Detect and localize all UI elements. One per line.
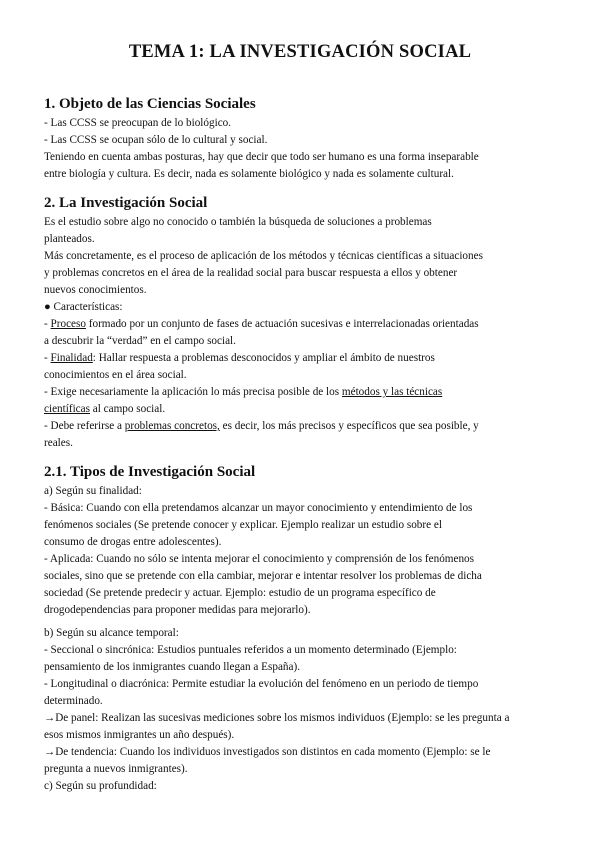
- section-1: [44, 94, 556, 183]
- paragraph-line: entre biología y cultura. Es decir, nada es solamente biológico y nada es solamente cultural.: [44, 168, 454, 180]
- text-run: -: [44, 352, 51, 364]
- underlined-term: científicas: [44, 403, 90, 415]
- paragraph-line: Más concretamente, es el proceso de aplicación de los métodos y técnicas científicas a situaciones: [44, 250, 483, 262]
- text-run: : Hallar respuesta a problemas desconocidos y ampliar el ámbito de nuestros: [92, 352, 435, 364]
- underlined-term: problemas concretos,: [124, 420, 220, 432]
- paragraph-line: y problemas concretos en el área de la realidad social para buscar respuesta a ellos y obtener: [44, 267, 458, 279]
- paragraph-line: consumo de drogas entre adolescentes).: [44, 536, 222, 548]
- paragraph-line: pregunta a nuevos inmigrantes).: [44, 763, 188, 775]
- text-run: al campo social.: [89, 403, 166, 415]
- paragraph-line: determinado.: [44, 695, 103, 707]
- paragraph-line: nuevos conocimientos.: [44, 284, 147, 296]
- paragraph-line: a descubrir la “verdad” en el campo social.: [44, 335, 236, 347]
- characteristic-item: [44, 418, 556, 435]
- paragraph-line: →De tendencia: Cuando los individuos investigados son distintos en cada momento (Ejemplo: se le: [44, 746, 491, 758]
- paragraph-line: →De panel: Realizan las sucesivas mediciones sobre los mismos individuos (Ejemplo: se les pregunta a: [44, 712, 510, 724]
- paragraph-line: sociedad (Se pretende predecir y actuar. Ejemplo: estudio de un programa específico de: [44, 587, 436, 599]
- paragraph-line: pensamiento de los inmigrantes cuando llegan a España).: [44, 661, 300, 673]
- section-2-heading: 2. La Investigación Social: [44, 195, 208, 211]
- paragraph-line: - Longitudinal o diacrónica: Permite estudiar la evolución del fenómeno en un periodo de tiempo: [44, 678, 479, 690]
- underlined-term: Finalidad: [50, 352, 93, 364]
- paragraph-line: planteados.: [44, 233, 95, 245]
- paragraph-line: - Las CCSS se preocupan de lo biológico.: [44, 117, 232, 129]
- paragraph-line: [44, 401, 556, 418]
- subsection-label: a) Según su finalidad:: [44, 485, 142, 497]
- document-title: TEMA 1: LA INVESTIGACIÓN SOCIAL: [128, 42, 472, 62]
- text-run: -: [44, 318, 51, 330]
- paragraph-line: Teniendo en cuenta ambas posturas, hay que decir que todo ser humano es una forma inseparable: [44, 151, 479, 163]
- text-run: - Exige necesariamente la aplicación lo más precisa posible de los: [44, 386, 342, 398]
- text-run: es decir, los más precisos y específicos que sea posible, y: [219, 420, 479, 432]
- paragraph-line: - Aplicada: Cuando no sólo se intenta mejorar el conocimiento y comprensión de los fenómenos: [44, 553, 474, 565]
- paragraph-line: conocimientos en el área social.: [44, 369, 187, 381]
- paragraph-line: - Las CCSS se ocupan sólo de lo cultural y social.: [44, 134, 268, 146]
- section-2: [44, 193, 556, 452]
- paragraph-line: - Básica: Cuando con ella pretendamos alcanzar un mayor conocimiento y entendimiento de los: [44, 502, 473, 514]
- paragraph-line: esos mismos inmigrantes un año después).: [44, 729, 235, 741]
- subsection-label: b) Según su alcance temporal:: [44, 627, 179, 639]
- characteristic-item: [44, 350, 556, 367]
- paragraph-line: fenómenos sociales (Se pretende conocer y explicar. Ejemplo realizar un estudio sobre el: [44, 519, 442, 531]
- section-1-heading: 1. Objeto de las Ciencias Sociales: [44, 96, 256, 112]
- underlined-term: métodos y las técnicas: [341, 386, 443, 398]
- underlined-term: Proceso: [50, 318, 86, 330]
- subsection-label: c) Según su profundidad:: [44, 780, 157, 792]
- characteristic-item: [44, 384, 556, 401]
- text-run: formado por un conjunto de fases de actuación sucesivas e interrelacionadas orientadas: [85, 318, 479, 330]
- characteristics-label: ● Características:: [44, 301, 123, 313]
- paragraph-line: Es el estudio sobre algo no conocido o también la búsqueda de soluciones a problemas: [44, 216, 432, 228]
- paragraph-line: reales.: [44, 437, 73, 449]
- characteristic-item: [44, 316, 556, 333]
- section-2-1-heading: 2.1. Tipos de Investigación Social: [44, 464, 256, 480]
- section-2-1: [44, 462, 556, 795]
- paragraph-line: drogodependencias para proponer medidas para mejorarlo).: [44, 604, 311, 616]
- paragraph-line: sociales, sino que se pretende con ella cambiar, mejorar e intentar resolver los problemas de dicha: [44, 570, 482, 582]
- paragraph-line: - Seccional o sincrónica: Estudios puntuales referidos a un momento determinado (Ejemplo:: [44, 644, 457, 656]
- text-run: - Debe referirse a: [44, 420, 125, 432]
